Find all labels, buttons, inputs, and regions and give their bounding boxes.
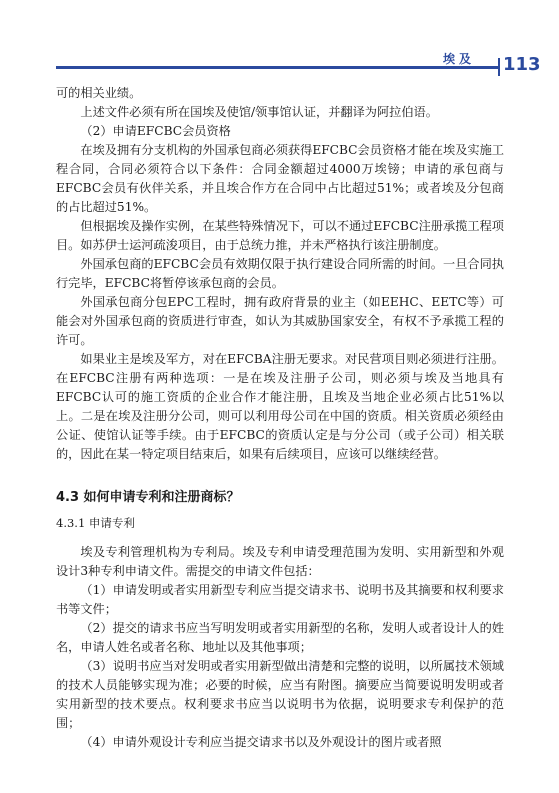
paragraph: （1）申请发明或者实用新型专利应当提交请求书、说明书及其摘要和权利要求书等文件； [56,583,504,616]
spacer [56,464,504,472]
paragraph: （2）提交的请求书应当写明发明或者实用新型的名称，发明人或者设计人的姓名，申请人姓名或者名称、地址以及其他事项； [56,621,504,654]
paragraph: （4）申请外观设计专利应当提交请求书以及外观设计的图片或者照 [80,735,442,749]
page-content [56,84,504,752]
header-rule [56,66,498,69]
paragraph: 上述文件必须有所在国埃及使馆/领事馆认证，并翻译为阿拉伯语。 [80,105,438,119]
paragraph: 但根据埃及操作实例，在某些特殊情况下，可以不通过EFCBC注册承揽工程项目。如苏伊士运河疏浚项目，由于总统力推，并未严格执行该注册制度。 [56,219,504,252]
paragraph: 外国承包商的EFCBC会员有效期仅限于执行建设合同所需的时间。一旦合同执行完毕，EFCBC将暂停该承包商的会员。 [56,257,504,290]
section-title: 4.3 如何申请专利和注册商标？ [56,490,240,505]
paragraph: 可的相关业绩。 [56,86,142,100]
page-number: 113 [503,54,541,75]
paragraph: 在埃及拥有分支机构的外国承包商必须获得EFCBC会员资格才能在埃及实施工程合同，合同必须符合以下条件：合同金额超过4000万埃镑；申请的承包商与EFCBC会员有伙伴关系，并且埃合作方在合同中占比超过51%；或者埃及分包商的占比超过51%。 [56,143,504,214]
header-rule-tick [498,58,500,76]
paragraph: （2）申请EFCBC会员资格 [80,124,231,138]
paragraph: 埃及专利管理机构为专利局。埃及专利申请受理范围为发明、实用新型和外观设计3种专利申请文件。需提交的申请文件包括： [56,545,504,578]
paragraph: 外国承包商分包EPC工程时，拥有政府背景的业主（如EEHC、EETC等）可能会对外国承包商的资质进行审查，如认为其威胁国家安全，有权不予承揽工程的许可。 [56,295,504,347]
page-header [0,52,559,76]
running-title: 埃及 [443,52,476,66]
paragraph: （3）说明书应当对发明或者实用新型做出清楚和完整的说明，以所属技术领域的技术人员能够实现为准；必要的时候，应当有附图。摘要应当简要说明发明或者实用新型的技术要点。权利要求书应当以说明书为依据，说明要求专利保护的范围； [56,659,504,730]
paragraph: 如果业主是埃及军方，对在EFCBA注册无要求。对民营项目则必须进行注册。在EFCBC注册有两种选项：一是在埃及注册子公司，则必须与埃及当地具有EFCBC认可的施工资质的企业合作才能注册，且埃及当地企业必须占比51%以上。二是在埃及注册分公司，则可以利用母公司在中国的资质。相关资质必须经由公证、使馆认证等手续。由于EFCBC的资质认定是与分公司（或子公司）相关联的，因此在某一特定项目结束后，如果有后续项目，应该可以继续经营。 [56,352,504,461]
subsection-title: 4.3.1 申请专利 [56,516,135,530]
